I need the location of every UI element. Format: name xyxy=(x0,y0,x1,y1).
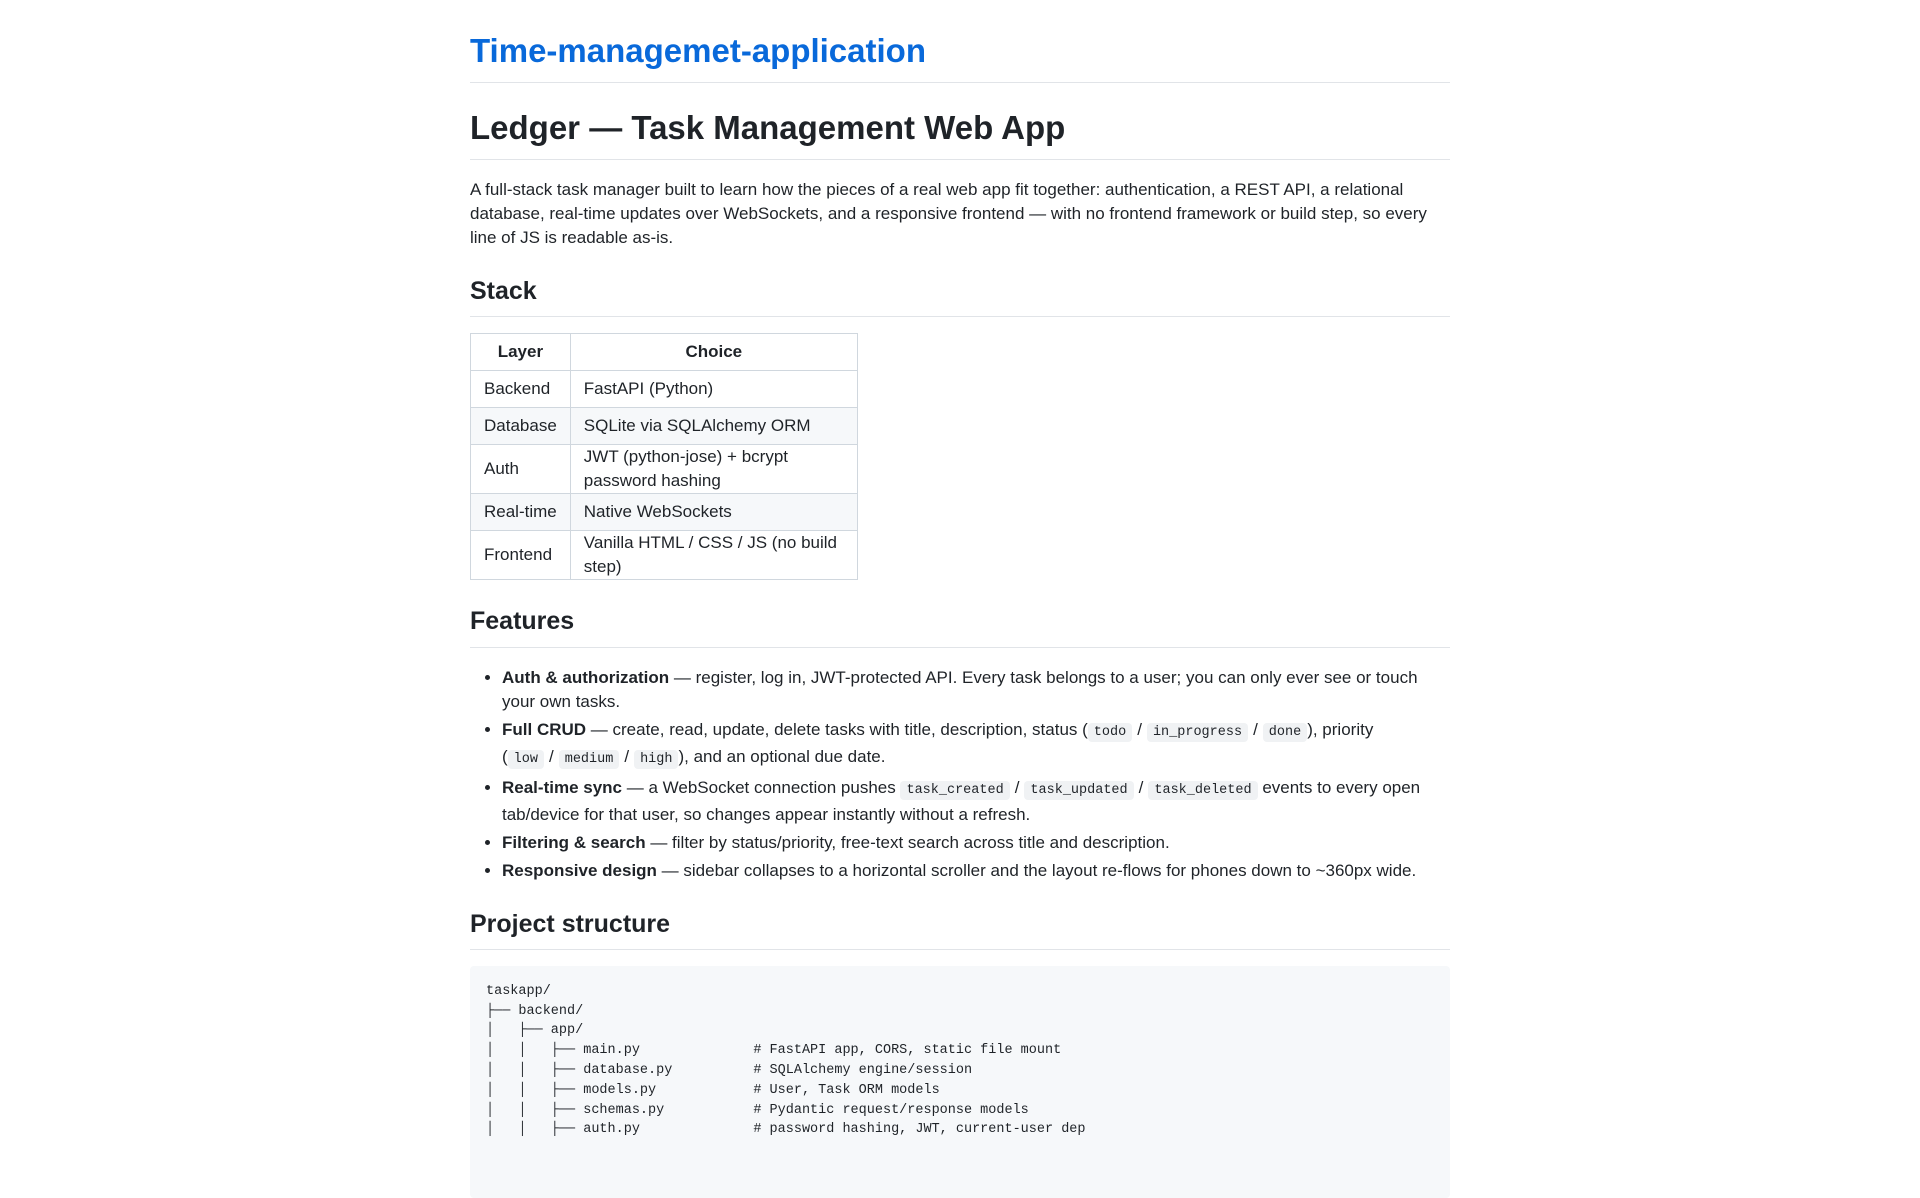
stack-table xyxy=(470,333,858,581)
table-cell-choice: Vanilla HTML / CSS / JS (no build step) xyxy=(570,531,857,580)
separator: / xyxy=(1137,719,1142,739)
separator: / xyxy=(548,746,554,766)
repo-title-link[interactable]: Time-managemet-application xyxy=(470,30,1450,83)
page-title: Ledger — Task Management Web App xyxy=(470,107,1450,159)
table-cell-layer: Auth xyxy=(471,444,571,493)
feature-text: events to every open tab/device for that user, so changes appear instantly without a refresh. xyxy=(502,777,1421,824)
separator: / xyxy=(1138,777,1144,797)
event-code: task_created xyxy=(900,781,1009,800)
table-cell-layer: Database xyxy=(471,407,571,444)
separator: / xyxy=(1253,719,1258,739)
table-header-layer: Layer xyxy=(471,333,571,370)
feature-title: Auth & authorization xyxy=(502,667,670,687)
list-item xyxy=(502,776,1450,827)
table-cell-choice: SQLite via SQLAlchemy ORM xyxy=(570,407,857,444)
readme-content xyxy=(470,0,1450,1198)
intro-paragraph: A full-stack task manager built to learn how the pieces of a real web app fit together: authentication, a REST API, a relational database, real-time updates over WebSockets, and a responsive frontend — with no frontend framework or build step, so every line of JS is readable as-is. xyxy=(470,179,1427,247)
features-heading: Features xyxy=(470,606,1450,647)
status-code: done xyxy=(1263,723,1307,742)
feature-text: — sidebar collapses to a horizontal scroller and the layout re-flows for phones down to ~360px wide. xyxy=(656,860,1417,880)
feature-text: — create, read, update, delete tasks with title, description, status ( xyxy=(586,719,1088,739)
table-row xyxy=(471,494,858,531)
separator: / xyxy=(624,746,630,766)
feature-text: ), priority ( xyxy=(502,719,1374,766)
table-cell-layer: Backend xyxy=(471,370,571,407)
priority-code: medium xyxy=(559,750,620,769)
priority-code: high xyxy=(634,750,678,769)
stack-heading: Stack xyxy=(470,276,1450,317)
table-cell-choice: Native WebSockets xyxy=(570,494,857,531)
table-row xyxy=(471,370,858,407)
features-list xyxy=(470,666,1450,883)
separator: / xyxy=(1014,777,1020,797)
status-code: in_progress xyxy=(1147,723,1248,742)
priority-code: low xyxy=(508,750,544,769)
table-cell-choice: FastAPI (Python) xyxy=(570,370,857,407)
status-code: todo xyxy=(1088,723,1132,742)
list-item xyxy=(502,718,1450,772)
project-tree-code-block: taskapp/ ├── backend/ │ ├── app/ │ │ ├── main.py # FastAPI app, CORS, static file mount │ │ ├── database.py # SQLAlchemy engine/session │ │ ├── models.py # User, Task ORM models │ │ ├── schemas.py # Pydantic request/response models │ │ ├── auth.py # password hashing, JWT, current-user dep xyxy=(470,966,1450,1198)
feature-text: — a WebSocket connection pushes xyxy=(622,777,901,797)
feature-title: Real-time sync xyxy=(502,777,622,797)
list-item xyxy=(502,831,1450,855)
table-row xyxy=(471,407,858,444)
list-item xyxy=(502,666,1450,714)
table-cell-choice: JWT (python-jose) + bcrypt password hashing xyxy=(570,444,857,493)
table-row xyxy=(471,531,858,580)
table-header-row xyxy=(471,333,858,370)
event-code: task_updated xyxy=(1024,781,1133,800)
feature-title: Full CRUD xyxy=(502,719,587,739)
feature-text: ), and an optional due date. xyxy=(678,746,886,766)
list-item xyxy=(502,859,1450,883)
table-cell-layer: Real-time xyxy=(471,494,571,531)
feature-text: — filter by status/priority, free-text search across title and description. xyxy=(645,832,1170,852)
table-row xyxy=(471,444,858,493)
feature-title: Filtering & search xyxy=(502,832,646,852)
event-code: task_deleted xyxy=(1148,781,1257,800)
table-cell-layer: Frontend xyxy=(471,531,571,580)
project-structure-heading: Project structure xyxy=(470,909,1450,950)
table-header-choice: Choice xyxy=(570,333,857,370)
feature-text: — register, log in, JWT-protected API. Every task belongs to a user; you can only ever see or touch your own tasks. xyxy=(502,667,1418,711)
feature-title: Responsive design xyxy=(502,860,657,880)
